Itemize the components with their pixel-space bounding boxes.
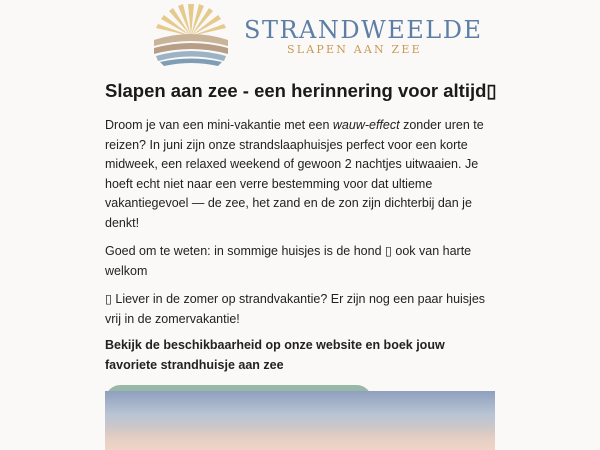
brand-tagline: SLAPEN AAN ZEE — [287, 43, 422, 56]
dog-paragraph — [105, 242, 495, 281]
sun-emoji-icon: ▯ — [105, 292, 112, 306]
logo-sun-icon[interactable] — [152, 0, 230, 68]
intro-paragraph — [105, 116, 495, 233]
summer-paragraph — [105, 290, 495, 329]
headline — [105, 78, 495, 104]
dog-emoji-icon: ▯ — [385, 244, 392, 258]
intro-emphasis: wauw-effect — [332, 118, 400, 132]
intro-text-start: Droom je van een mini-vakantie met een — [105, 118, 333, 132]
summer-text: Liever in de zomer op strandvakantie? Er zijn nog een paar huisjes vrij in de zomervakantie! — [105, 292, 486, 326]
brand-name[interactable]: STRANDWEELDE — [244, 16, 483, 44]
emoji-placeholder-icon: ▯ — [486, 80, 497, 101]
hero-beach-image[interactable] — [105, 391, 495, 450]
availability-paragraph: Bekijk de beschikbaarheid op onze website en boek jouw favoriete strandhuisje aan zee — [105, 338, 445, 372]
email-content — [105, 76, 495, 416]
dog-text-end: ook van harte welkom — [105, 244, 472, 278]
intro-text-end: zonder uren te reizen? In juni zijn onze strandslaaphuisjes perfect voor een korte midweek, een relaxed weekend of gewoon 2 nachtjes uitwaaien. Je hoeft echt niet naar een verre bestemming voor dat ultieme vakantiegevoel — de zee, het zand en de zon zijn dichterbij dan je denkt! — [105, 118, 484, 230]
dog-text-start: Goed om te weten: in sommige huisjes is de hond — [105, 244, 386, 258]
email-header — [0, 0, 600, 72]
headline-text: Slapen aan zee - een herinnering voor altijd — [105, 80, 487, 101]
